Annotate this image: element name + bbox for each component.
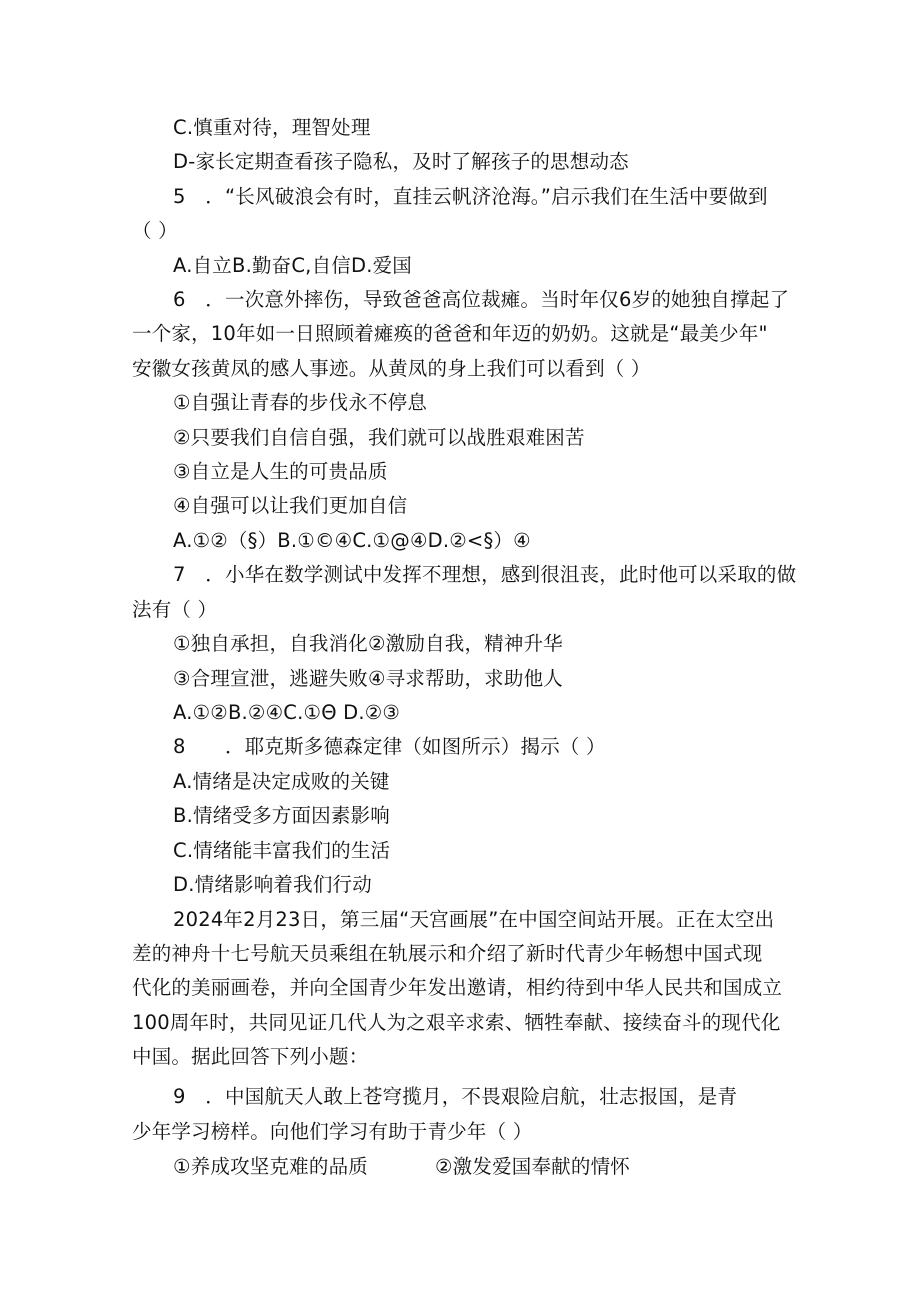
- question-6-options: A.①②（§）B.①©④C.①@④D.②<§）④: [173, 529, 531, 552]
- question-8-stem: 8 ．耶克斯多德森定律（如图所示）揭示（ ）: [173, 735, 606, 758]
- passage-line-4: 100周年时，共同见证几代人为之艰辛求索、牺牲奉献、接续奋斗的现代化: [132, 1011, 781, 1034]
- question-9-stem-line-2: 少年学习榜样。向他们学习有助于青少年（ ）: [132, 1120, 533, 1143]
- question-8-option-c: C.情绪能丰富我们的生活: [173, 839, 391, 862]
- question-6-statement-3: ③自立是人生的可贵品质: [173, 460, 388, 483]
- question-6-statement-2: ②只要我们自信自强，我们就可以战胜艰难困苦: [173, 426, 585, 449]
- passage-line-5: 中国。据此回答下列小题：: [132, 1045, 369, 1068]
- question-7-stem-line-2: 法有（ ）: [132, 598, 218, 621]
- question-5-options: A.自立B.勤奋C,自信D.爱国: [173, 254, 412, 277]
- question-6-stem-line-2: 一个家，10年如一日照顾着瘫痪的爸爸和年迈的奶奶。这就是“最美少年": [132, 322, 768, 345]
- question-7-options: A.①②B.②④C.①Θ D.②③: [173, 701, 401, 724]
- passage-line-1: 2024年2月23日，第三届“天宫画展”在中国空间站开展。正在太空出: [173, 908, 775, 931]
- question-7-stem-line-1: 7 ．小华在数学测试中发挥不理想，感到很沮丧，此时他可以采取的做: [173, 563, 797, 586]
- question-7-statements-1-2: ①独自承担，自我消化②激励自我，精神升华: [173, 632, 563, 655]
- question-6-stem-line-3: 安徽女孩黄凤的感人事迹。从黄凤的身上我们可以看到（ ）: [132, 357, 651, 380]
- question-8-option-b: B.情绪受多方面因素影响: [173, 804, 390, 827]
- option-c-line: C.慎重对待，理智处理: [173, 116, 371, 139]
- question-6-statement-4: ④自强可以让我们更加自信: [173, 494, 408, 517]
- question-9-statement-1: ①养成攻坚克难的品质: [173, 1155, 368, 1178]
- passage-line-3: 代化的美丽画卷，并向全国青少年发出邀请，相约待到中华人民共和国成立: [132, 976, 783, 999]
- question-8-option-a: A.情绪是决定成败的关键: [173, 770, 390, 793]
- question-9-statement-2: ②激发爱国奉献的情怀: [435, 1155, 630, 1178]
- question-9-stem-line-1: 9 ．中国航天人敢上苍穹揽月，不畏艰险启航，壮志报国，是青: [173, 1085, 738, 1108]
- question-5-stem: 5 ．“长风破浪会有时，直挂云帆济沧海。”启示我们在生活中要做到: [173, 185, 768, 208]
- question-6-statement-1: ①自强让青春的步伐永不停息: [173, 391, 428, 414]
- question-8-option-d: D.情绪影响着我们行动: [173, 873, 372, 896]
- question-6-stem-line-1: 6 ．一次意外摔伤，导致爸爸高位裁瘫。当时年仅6岁的她独自撑起了: [173, 288, 790, 311]
- option-d-line: D-家长定期查看孩子隐私，及时了解孩子的思想动态: [173, 150, 629, 173]
- passage-line-2: 差的神舟十七号航天员乘组在轨展示和介绍了新时代青少年畅想中国式现: [132, 942, 763, 965]
- question-7-statements-3-4: ③合理宣泄，逃避失败④寻求帮助，求助他人: [173, 667, 563, 690]
- question-5-bracket: （ ）: [132, 219, 178, 242]
